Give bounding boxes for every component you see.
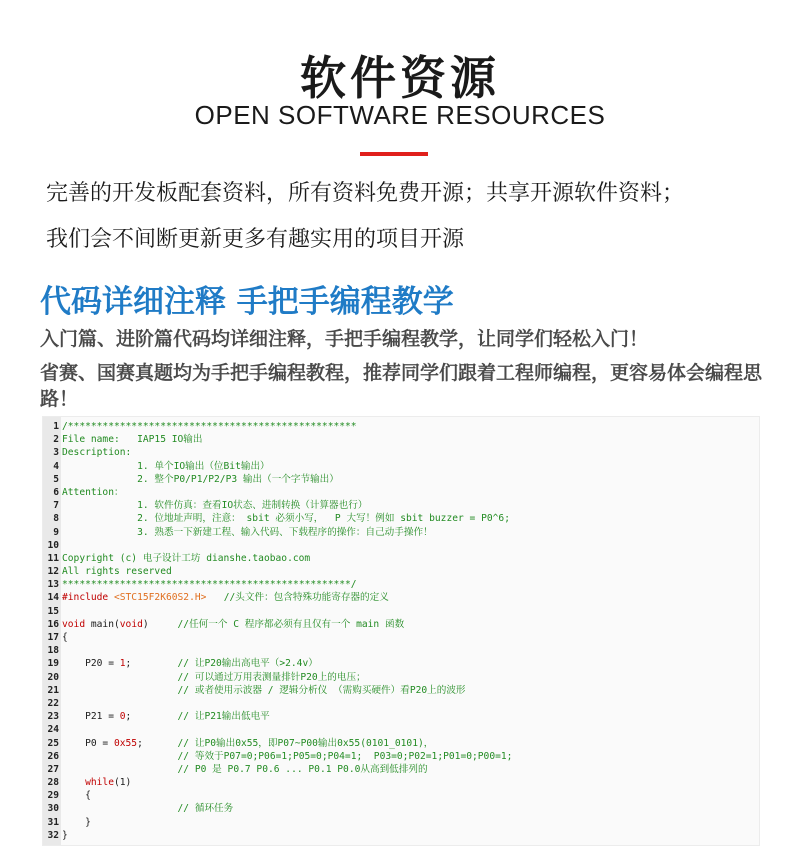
code-line (43, 816, 759, 829)
line-number: 27 (47, 763, 59, 775)
code-line (43, 697, 759, 710)
title-divider (360, 152, 428, 156)
line-number: 20 (47, 671, 59, 683)
code-token: File name: IAP15 IO输出 (62, 434, 203, 446)
code-line (43, 591, 759, 604)
code-line (43, 578, 759, 591)
code-token: { (62, 632, 68, 643)
code-token: 0 (119, 711, 126, 723)
code-line (43, 723, 759, 736)
code-line (43, 552, 759, 565)
code-token: #include (62, 592, 114, 604)
code-text (62, 764, 428, 775)
code-token: ) (142, 618, 149, 630)
line-number: 22 (47, 697, 59, 709)
code-text (62, 632, 68, 643)
code-token: main( (85, 618, 120, 630)
code-token: // 让P0输出0x55，即P07~P00输出0x55(0101_0101)， (142, 737, 434, 749)
code-token: // 循环任务 (62, 803, 234, 815)
line-number: 19 (47, 658, 59, 670)
code-text (62, 738, 433, 749)
line-number: 9 (53, 526, 59, 538)
code-token: // 或者使用示波器 / 逻辑分析仪 （需购买硬件）看P20上的波形 (62, 684, 466, 696)
code-text (62, 685, 466, 696)
line-number: 28 (47, 777, 59, 789)
code-token: 1. 软件仿真：查看IO状态、进制转换（计算器也行） (62, 500, 368, 512)
code-line (43, 802, 759, 815)
code-line (43, 486, 759, 499)
code-token: Description: (62, 447, 132, 459)
line-number: 12 (47, 566, 59, 578)
code-text (62, 500, 367, 511)
code-text (62, 592, 389, 603)
code-token: void (119, 618, 143, 630)
code-line (43, 671, 759, 684)
code-line (43, 433, 759, 446)
code-token: void (62, 618, 86, 630)
code-token: Copyright (c) 电子设计工坊 dianshe.taobao.com (62, 552, 311, 564)
line-number: 31 (47, 816, 59, 828)
code-token: P21 = (62, 711, 120, 723)
code-token: // P0 是 P0.7 P0.6 ... P0.1 P0.0从高到低排列的 (62, 763, 428, 775)
code-token: while (85, 777, 114, 789)
code-line (43, 776, 759, 789)
line-number: 17 (47, 632, 59, 643)
line-number: 18 (47, 645, 59, 657)
line-number: 32 (47, 829, 59, 841)
line-number: 23 (47, 711, 59, 723)
code-line (43, 512, 759, 525)
code-line (43, 710, 759, 723)
code-line (43, 750, 759, 763)
code-line (43, 684, 759, 697)
code-token: ; (137, 737, 143, 749)
line-number: 4 (53, 460, 59, 472)
code-token: //任何一个 C 程序都必须有且仅有一个 main 函数 (148, 618, 405, 630)
code-line (43, 829, 759, 842)
code-text (62, 553, 310, 564)
code-line (43, 539, 759, 552)
line-number: 25 (47, 737, 59, 749)
code-token (62, 777, 85, 788)
code-token: /************************************************** (62, 421, 357, 432)
code-text (62, 790, 91, 801)
intro-line-1: 完善的开发板配套资料，所有资料免费开源；共享开源软件资料； (46, 181, 685, 206)
code-text (62, 461, 270, 472)
code-line (43, 526, 759, 539)
code-line (43, 737, 759, 750)
line-number: 1 (53, 421, 59, 432)
code-token: // 让P21输出低电平 (131, 711, 270, 723)
code-text (62, 830, 68, 841)
code-text (62, 513, 510, 524)
code-token: 2. 整个P0/P1/P2/P3 输出（一个字节输出） (62, 473, 339, 485)
code-token: // 可以通过万用表测量排针P20上的电压； (62, 671, 366, 683)
line-number: 7 (53, 500, 59, 512)
line-number: 10 (47, 539, 59, 551)
line-number: 29 (47, 790, 59, 802)
code-line (43, 499, 759, 512)
page-title-cn: 软件资源 (300, 51, 500, 105)
code-text (62, 447, 131, 458)
code-token: 1. 单个IO输出（位Bit输出） (62, 460, 270, 472)
line-number: 13 (47, 579, 59, 591)
section-heading: 代码详细注释 手把手编程教学 (40, 284, 454, 320)
code-line (43, 631, 759, 644)
code-text (62, 658, 318, 669)
code-token: 1 (119, 658, 126, 670)
code-token: (1) (114, 777, 132, 789)
code-text (62, 474, 339, 485)
code-line (43, 605, 759, 618)
line-number: 24 (47, 724, 59, 736)
code-line (43, 618, 759, 631)
code-text (62, 777, 131, 788)
line-number: 15 (47, 605, 59, 617)
line-number: 11 (47, 552, 59, 564)
code-token: P20 = (62, 658, 120, 670)
code-text (62, 566, 172, 577)
code-line (43, 446, 759, 459)
code-text (62, 579, 357, 590)
page-title-en: OPEN SOFTWARE RESOURCES (194, 100, 606, 130)
code-token: ; (125, 711, 132, 723)
code-token: //头文件：包含特殊功能寄存器的定义 (206, 592, 389, 604)
line-number: 30 (47, 803, 59, 815)
code-line (43, 420, 759, 433)
code-text (62, 711, 270, 722)
line-number: 8 (53, 513, 59, 525)
code-line (43, 763, 759, 776)
section-desc-1: 入门篇、进阶篇代码均详细注释，手把手编程教学，让同学们轻松入门！ (40, 328, 649, 350)
code-token: // 让P20输出高电平（>2.4v） (131, 658, 318, 670)
section-desc-2: 省赛、国赛真题均为手把手编程教程，推荐同学们跟着工程师编程，更容易体会编程思路！ (40, 362, 763, 410)
code-text (62, 527, 433, 538)
line-number: 6 (53, 486, 59, 498)
code-line (43, 565, 759, 578)
code-text (62, 434, 202, 445)
code-text (62, 487, 124, 498)
code-lines (43, 420, 759, 842)
line-number: 5 (53, 473, 59, 485)
line-number: 16 (47, 618, 59, 630)
code-line (43, 460, 759, 473)
line-number: 21 (47, 684, 59, 696)
code-token: All rights reserved (62, 566, 172, 578)
line-number: 3 (53, 447, 59, 459)
line-number: 14 (47, 592, 59, 604)
code-token: **************************************************/ (62, 579, 357, 591)
code-text (62, 817, 91, 828)
code-token: ; (125, 658, 132, 670)
code-token: { (62, 790, 91, 802)
code-token: } (62, 816, 91, 828)
code-token: } (62, 829, 68, 841)
code-token: 0x55 (113, 737, 138, 749)
code-text (62, 803, 233, 814)
code-token: // 等效于P07=0;P06=1;P05=0;P04=1; P03=0;P02=1;P01=0;P00=1; (62, 750, 513, 762)
code-line (43, 644, 759, 657)
code-token: P0 = (62, 737, 114, 749)
line-number: 2 (53, 434, 59, 446)
code-screenshot (42, 416, 760, 846)
code-text (62, 672, 366, 683)
code-text (62, 619, 404, 630)
code-token: 2. 位地址声明，注意： sbit 必须小写， P 大写！例如 sbit buzzer = P0^6; (62, 513, 510, 525)
code-token: <STC15F2K60S2.H> (113, 592, 207, 604)
code-line (43, 789, 759, 802)
code-text (62, 751, 512, 762)
intro-line-2: 我们会不间断更新更多有趣实用的项目开源 (46, 227, 465, 252)
code-text (62, 421, 357, 432)
code-token: 3. 熟悉一下新建工程、输入代码、下载程序的操作：自己动手操作！ (62, 526, 433, 538)
line-number: 26 (47, 750, 59, 762)
code-token: Attention： (62, 486, 124, 498)
code-line (43, 657, 759, 670)
code-line (43, 473, 759, 486)
